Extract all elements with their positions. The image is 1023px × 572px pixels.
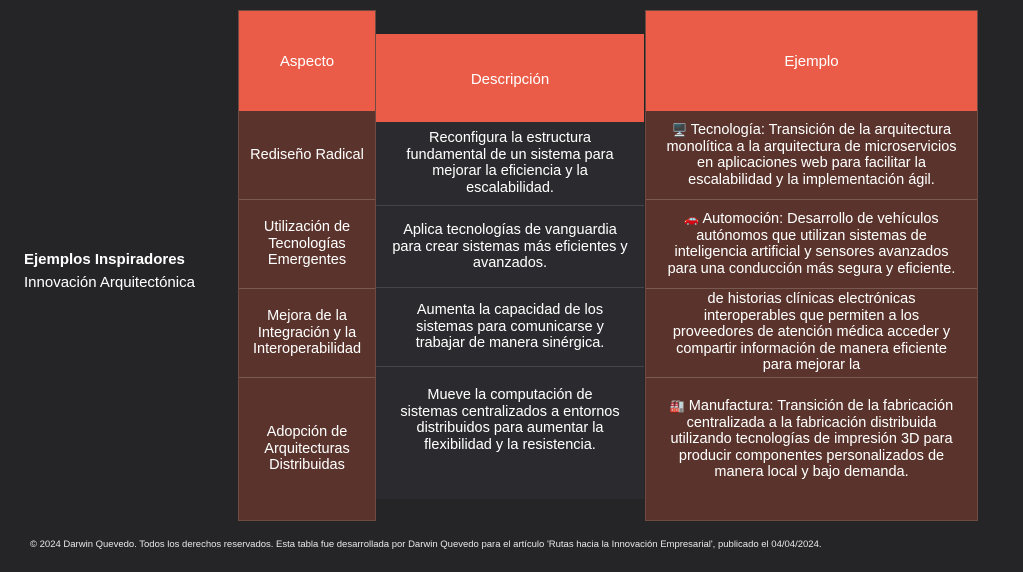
- column-ejemplo: [645, 10, 978, 521]
- descripcion-cell: [376, 120, 644, 206]
- side-subtitle: Innovación Arquitectónica: [24, 274, 195, 291]
- header-ejemplo-label: Ejemplo: [784, 52, 839, 70]
- side-label: [24, 252, 224, 291]
- ejemplo-cell: [646, 200, 977, 288]
- aspecto-text: Rediseño Radical: [250, 146, 364, 163]
- ejemplo-text-wrap: [662, 398, 961, 481]
- descripcion-text: Mueve la computación de sistemas centralizados a entornos distribuidos para aumentar la flexibilidad y la resistencia.: [400, 387, 620, 453]
- descripcion-cell: [376, 367, 644, 499]
- header-descripcion: [376, 34, 644, 122]
- ejemplo-cell: [646, 111, 977, 199]
- descripcion-cell: [376, 206, 644, 288]
- header-aspecto-label: Aspecto: [279, 52, 335, 70]
- ejemplo-text: de historias clínicas electrónicas interoperables que permiten a los proveedores de atención médica acceder y compartir información de manera eficiente para mejorar la: [672, 291, 951, 373]
- descripcion-cell: [376, 288, 644, 366]
- aspecto-text: Mejora de la Integración y la Interoperabilidad: [252, 308, 362, 358]
- ejemplo-text-wrap: [662, 122, 961, 188]
- ejemplo-text: Tecnología: Transición de la arquitectura monolítica a la arquitectura de microservicios en aplicaciones web para facilitar la escalabilidad y la implementación ágil.: [666, 122, 957, 188]
- ejemplo-cell: [646, 289, 977, 377]
- computer-icon: 🖥️: [671, 123, 687, 137]
- ejemplo-text: Manufactura: Transición de la fabricación centralizada a la fabricación distribuida utilizando tecnologías de impresión 3D para producir componentes personalizados de manera local y bajo demanda.: [670, 398, 954, 480]
- descripcion-text: Aplica tecnologías de vanguardia para crear sistemas más eficientes y avanzados.: [392, 222, 628, 272]
- car-icon: 🚗: [684, 212, 700, 226]
- descripcion-text: Aumenta la capacidad de los sistemas para comunicarse y trabajar de manera sinérgica.: [415, 302, 605, 352]
- ejemplo-cell: [646, 378, 977, 520]
- aspecto-cell: [239, 378, 375, 520]
- header-aspecto: [239, 11, 375, 111]
- ejemplo-text: Automoción: Desarrollo de vehículos autónomos que utilizan sistemas de inteligencia artificial y sensores avanzados para una conducción más segura y eficiente.: [667, 211, 956, 277]
- footer-copyright: © 2024 Darwin Quevedo. Todos los derechos reservados. Esta tabla fue desarrollada por Darwin Quevedo para el artículo 'Rutas hacia la Innovación Empresarial', publicado el 04/04/2024.: [30, 539, 822, 550]
- aspecto-cell: [239, 200, 375, 288]
- factory-icon: 🏭: [669, 399, 685, 413]
- header-descripcion-label: Descripción: [470, 70, 550, 88]
- header-ejemplo: [646, 11, 977, 111]
- descripcion-text: Reconfigura la estructura fundamental de un sistema para mejorar la eficiencia y la escalabilidad.: [406, 130, 614, 196]
- aspecto-cell: [239, 111, 375, 199]
- ejemplo-text-wrap: [662, 211, 961, 277]
- aspecto-text: Adopción de Arquitecturas Distribuidas: [264, 424, 350, 474]
- column-descripcion: [376, 34, 644, 499]
- aspecto-text: Utilización de Tecnologías Emergentes: [263, 219, 351, 269]
- column-aspecto: [238, 10, 376, 521]
- side-title: Ejemplos Inspiradores: [24, 251, 185, 268]
- aspecto-cell: [239, 289, 375, 377]
